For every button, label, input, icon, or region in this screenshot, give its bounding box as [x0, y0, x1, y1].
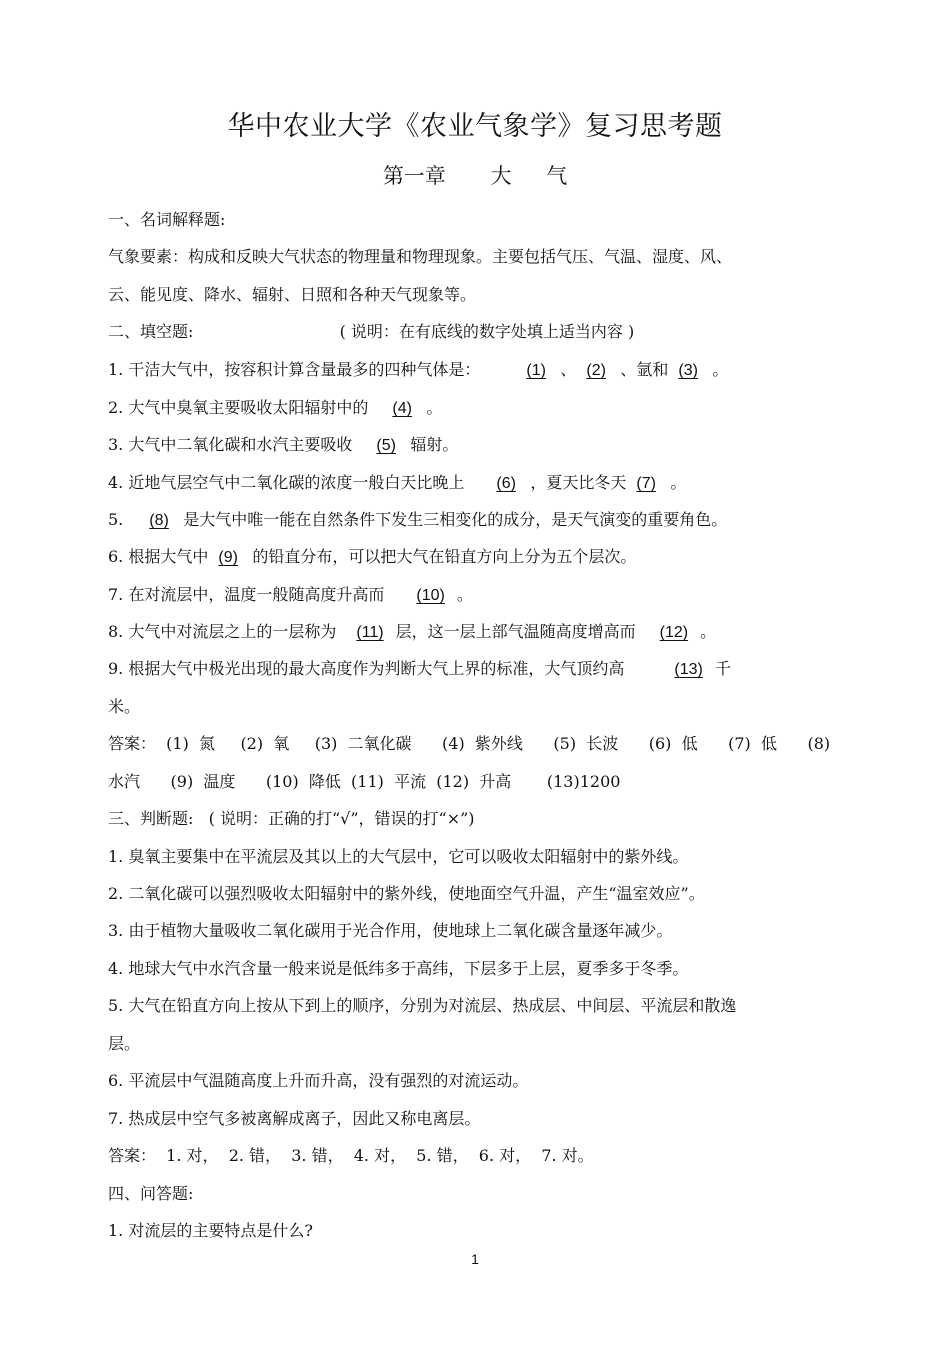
chapter-title-char-2: 气: [546, 164, 568, 188]
blank-2: (2): [586, 362, 606, 379]
fill-question-4: [108, 472, 842, 495]
section-heading-fill-blank: [108, 321, 842, 343]
fill-question-2: [108, 397, 842, 420]
question-text: 是大气中唯一能在自然条件下发生三相变化的成分，是天气演变的重要角色。: [183, 510, 728, 529]
blank-8: (8): [149, 512, 169, 529]
fill-question-9-cont: 米。: [108, 697, 141, 716]
fill-question-5: [108, 509, 842, 532]
question-text: ，夏天比冬天: [530, 473, 627, 492]
question-text: 千: [714, 659, 731, 678]
judge-question-1: 1. 臭氧主要集中在平流层及其以上的大气层中，它可以吸收太阳辐射中的紫外线。: [108, 847, 689, 866]
question-text: 8. 大气中对流层之上的一层称为: [108, 622, 337, 641]
qa-question-1: 1. 对流层的主要特点是什么?: [108, 1221, 313, 1240]
fill-blank-note: ( 说明：在有底线的数字处填上适当内容 ): [339, 322, 635, 341]
fill-answers-line-1: 答案： (1) 氮 (2) 氧 (3) 二氧化碳 (4) 紫外线 (5) 长波 (6) 低 (7) 低 (8): [108, 734, 831, 753]
question-text: 。: [456, 585, 473, 604]
question-text: 1. 干洁大气中，按容积计算含量最多的四种气体是：: [108, 360, 481, 379]
page-number: 1: [471, 1251, 479, 1267]
blank-13: (13): [674, 661, 703, 678]
question-text: 9. 根据大气中极光出现的最大高度作为判断大气上界的标准，大气顶约高: [108, 659, 625, 678]
judge-question-3: 3. 由于植物大量吸收二氧化碳用于光合作用，使地球上二氧化碳含量逐年减少。: [108, 921, 673, 940]
blank-1: (1): [526, 362, 546, 379]
blank-9: (9): [218, 549, 238, 566]
judge-question-4: 4. 地球大气中水汽含量一般来说是低纬多于高纬，下层多于上层，夏季多于冬季。: [108, 959, 689, 978]
question-text: 、氩和: [620, 360, 669, 379]
fill-question-9: [108, 658, 842, 681]
separator: 、: [560, 360, 577, 379]
question-text: 6. 根据大气中: [108, 547, 209, 566]
question-text: 。: [670, 473, 687, 492]
judge-question-2: 2. 二氧化碳可以强烈吸收太阳辐射中的紫外线，使地面空气升温，产生“温室效应”。: [108, 884, 705, 903]
fill-question-3: [108, 434, 842, 457]
fill-question-1: [108, 359, 842, 382]
term-definition-line-2: 云、能见度、降水、辐射、日照和各种天气现象等。: [108, 285, 477, 304]
judge-question-5-cont: 层。: [108, 1034, 141, 1053]
question-text: 。: [426, 398, 443, 417]
section-heading-true-false: 三、判断题: ( 说明：正确的打“√”，错误的打“×”): [108, 809, 475, 828]
question-text: 。: [700, 622, 717, 641]
question-text: 层，这一层上部气温随高度增高而: [395, 622, 636, 641]
judge-question-7: 7. 热成层中空气多被离解成离子，因此又称电离层。: [108, 1109, 481, 1128]
question-text: 辐射。: [410, 435, 459, 454]
document-title: 华中农业大学《农业气象学》复习思考题: [227, 111, 723, 142]
fill-blank-heading: 二、填空题:: [108, 322, 194, 341]
judge-question-5: 5. 大气在铅直方向上按从下到上的顺序，分别为对流层、热成层、中间层、平流层和散逸: [108, 996, 737, 1015]
blank-6: (6): [496, 475, 516, 492]
chapter-label: 第一章: [382, 164, 446, 188]
fill-answers-line-2: 水汽 (9) 温度 (10) 降低 (11) 平流 (12) 升高 (13)1200: [108, 772, 621, 791]
blank-11: (11): [356, 624, 384, 641]
blank-4: (4): [392, 400, 412, 417]
judge-answers: 答案： 1. 对， 2. 错， 3. 错， 4. 对， 5. 错， 6. 对， 7. 对。: [108, 1146, 594, 1165]
section-heading-qa: 四、问答题:: [108, 1184, 194, 1203]
chapter-title-char-1: 大: [490, 164, 512, 188]
blank-7: (7): [636, 475, 656, 492]
chapter-heading: [0, 160, 950, 190]
question-text: 4. 近地气层空气中二氧化碳的浓度一般白天比晚上: [108, 473, 465, 492]
blank-5: (5): [376, 437, 396, 454]
fill-question-6: [108, 546, 842, 569]
question-text: 2. 大气中臭氧主要吸收太阳辐射中的: [108, 398, 369, 417]
judge-question-6: 6. 平流层中气温随高度上升而升高，没有强烈的对流运动。: [108, 1071, 529, 1090]
blank-3: (3): [678, 362, 698, 379]
fill-question-7: [108, 584, 842, 607]
question-text: 3. 大气中二氧化碳和水汽主要吸收: [108, 435, 353, 454]
fill-question-8: [108, 621, 842, 644]
question-text: 。: [712, 360, 729, 379]
question-text: 7. 在对流层中，温度一般随高度升高而: [108, 585, 385, 604]
blank-10: (10): [416, 587, 445, 604]
section-heading-terms: 一、名词解释题:: [108, 210, 226, 229]
term-definition-line-1: 气象要素：构成和反映大气状态的物理量和物理现象。主要包括气压、气温、湿度、风、: [108, 247, 733, 266]
question-number: 5.: [108, 510, 124, 529]
blank-12: (12): [659, 624, 689, 641]
question-text: 的铅直分布，可以把大气在铅直方向上分为五个层次。: [252, 547, 637, 566]
